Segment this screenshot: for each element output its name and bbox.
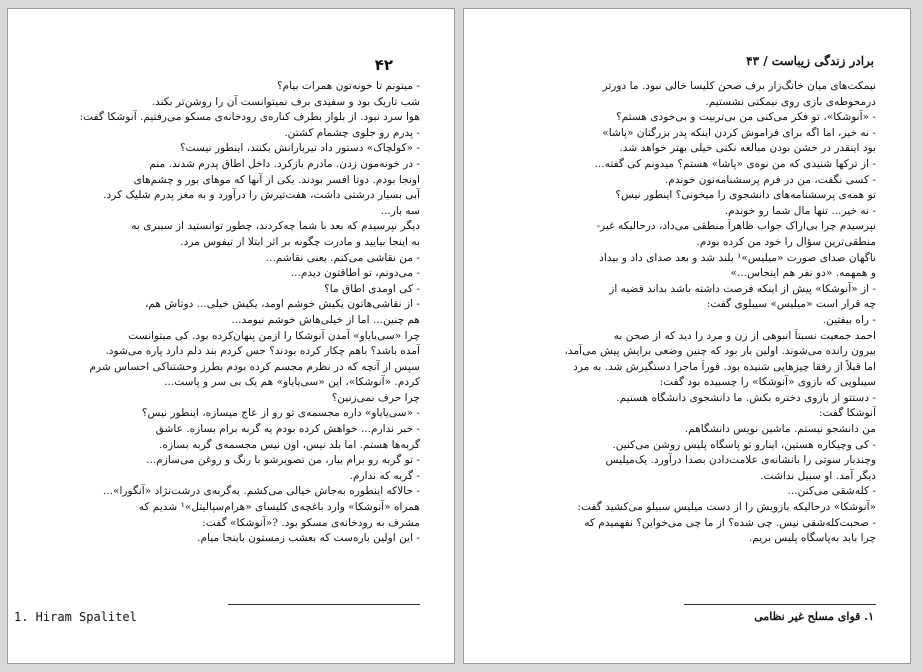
- text-line: نیمکت‌های میان خانگ‌زار برف صحن کلیسا خالی نبود. ما دورتر: [602, 80, 876, 92]
- text-line: - کسی نگفت، من در فرم پرسشنامه‌تون خوندم.: [664, 173, 876, 186]
- text-line: گربه‌ها هستم. اما بلد نیس، اون نیس مجسمه‌ی گربه بسازه.: [159, 438, 420, 451]
- text-line: مشرف به رودخانه‌ی مسکو بود. ?«آنوشکا» گفت:: [202, 516, 420, 529]
- text-line: - این اولین باره‌ست که بعشب زمستون باینجا میام.: [197, 532, 420, 545]
- text-line: بیرون رانده می‌شوند. اولین بار بود که چنین وضعی برایش پیش می‌آمد،: [564, 345, 876, 358]
- text-line: - نه خیر، اما اگه برای فراموش کردن اینکه پدر بزرگتان «پاشا»: [602, 126, 876, 139]
- text-line: و همهمه. «دو نفر هم اینجاس...»: [730, 267, 876, 280]
- text-line: چه قرار است «میلیس» سیبلوی گفت:: [706, 298, 876, 311]
- text-line: آبی بسیار درشتی داشت، هفت‌تیرش را درآورد و به مغز پدرم شلیک کرد.: [103, 189, 420, 202]
- text-line: آمده باشد؟ باهم چکار کرده بودند؟ حس کردم بند دلم دارد پاره می‌شود.: [105, 345, 420, 358]
- running-header: برادر زندگی زیباست / ۴۳: [746, 54, 874, 68]
- text-line: سیبلویی که بازوی «آنوشکا» را چسبیده بود گفت:: [659, 376, 876, 389]
- text-line: - میتونم تا خونه‌تون همرات بیام؟: [276, 80, 420, 92]
- text-line: سپس از آنچه که در نظرم مجسم کرده بودم بطرز وحشتناکی احساس شرم: [89, 360, 420, 373]
- text-line: - پدرم رو جلوی چشمام کشتن.: [284, 126, 420, 139]
- text-line: - کله‌شقی می‌کنن...: [787, 485, 876, 498]
- text-line: به اینجا بیایید و مادرت چگونه بر اثر ابتلا از تیفوس مرد.: [180, 235, 420, 248]
- text-line: ناگهان صدای صورت «میلیس»¹ بلند شد و بعد صدای داد و بیداد: [599, 251, 876, 264]
- footnote: 1. Hiram Spalitel: [14, 610, 137, 624]
- text-line: چرا حرف نمی‌زنین؟: [331, 391, 420, 404]
- text-line: - نه خیر... تنها مال شما رو خوندم.: [724, 204, 876, 217]
- text-line: درمحوطه‌ی بازی روی نیمکتی نشستیم.: [705, 95, 876, 108]
- page-number: ۴۲: [374, 56, 393, 74]
- text-line: اما قبلاً از رفقا چیزهایی شنیده بود. فوراً ماجرا دستگیرش شد. به مرد: [573, 360, 876, 373]
- text-line: چرا باید به‌پاسگاه پلیس بریم.: [748, 532, 876, 545]
- text-line: آنوشکا گفت:: [818, 407, 876, 420]
- text-line: - «آنوشکا»، تو فکر می‌کنی من بی‌تربیت و بی‌خودی هستم؟: [615, 111, 876, 124]
- text-line: منطقی‌ترین سؤال را خود من کرده بودم.: [696, 235, 876, 248]
- text-line: - دستتو از بازوی دختره بکش. ما دانشجوی دانشگاه هستیم.: [616, 391, 876, 404]
- text-line: - کی اومدی اطاق ما؟: [324, 282, 420, 295]
- footnote-divider: [228, 604, 420, 605]
- text-line: اونجا بودم. دوتا افسر بودند. یکی از آنها که موهای بور و چشم‌های: [133, 173, 420, 186]
- text-line: نپرسیدم چرا بی‌اراک جواب ظاهراً منطقی می‌داد، درحالیکه غیر-: [596, 220, 876, 233]
- text-line: دیگر نپرسیدم که بعد با شما چه‌کردند، چطور توانستید از سیبری به: [131, 220, 420, 233]
- text-line: چرا «سی‌یا‌یاو» آمدن آنوشکا را ازمن پنهان‌کرده بود. کی میتوانست: [128, 329, 420, 342]
- text-line: تو همه‌ی پرسشنامه‌های دانشجوی را میخونی؟ اینطور نیس؟: [615, 189, 876, 202]
- text-line: وچندبار سوتی را بانشانه‌ی علامت‌دادن بصدا درآورد. یک‌میلیس: [605, 454, 876, 467]
- text-line: کردم. «آنوشکا»، این «سی‌یا‌یاو» هم یک بی سر و پاست...: [164, 376, 420, 389]
- right-page: [463, 8, 911, 664]
- text-line: همراه «آنوشکا» وارد باغچه‌ی کلیسای «هرام‌سپالیتل»¹ شدیم که: [138, 501, 420, 514]
- text-line: - صحبت‌کله‌شقی نیس. چی شده؟ از ما چی می‌خواین؟ نفهمیدم که: [584, 516, 876, 529]
- text-line: دیگر آمد. او سبیل نداشت.: [760, 469, 876, 482]
- text-line: سه بار...: [380, 204, 420, 217]
- text-line: هوا سرد نبود. از بلوار بطرف کناره‌ی رودخانه‌ی مسکو می‌رفتیم. آنوشکا گفت:: [79, 111, 420, 124]
- text-line: - کی وچیکاره هستین، اینارو تو پاسگاه پلیس روشن می‌کنین.: [612, 438, 876, 451]
- text-line: - می‌دونم، تو اطاقتون دیدم...: [290, 267, 420, 280]
- text-line: - از «آنوشکا» پیش از اینکه فرصت داشته باشد بداند قضیه از: [609, 282, 876, 295]
- text-line: - حالاکه اینطوره به‌جاش خیالی می‌کشم. یه‌گربه‌ی درشت‌نژاد «آنگورا»...: [102, 485, 420, 498]
- body-text: [504, 79, 876, 547]
- text-line: - «کولچاک» دستور داد تیربارانش بکنند، اینطور نیست؟: [179, 142, 420, 155]
- text-line: - در خونه‌مون زدن. مادرم بازکرد. داخل اطاق پدرم شدند. منم: [149, 157, 420, 170]
- text-line: هم چنین... اما از خیلی‌هاش خوشم نیومد...: [231, 313, 420, 326]
- text-line: احمد جمعیت نسبتاً انبوهی از زن و مرد را دید که از صحن به: [613, 329, 876, 342]
- text-line: بود اینقدر در خشن بودن مبالغه نکنی خیلی بهتر خواهد شد.: [619, 142, 876, 155]
- text-line: - راه بیفتین.: [822, 313, 876, 326]
- text-line: - از ترکها شنیدی که من نوه‌ی «پاشا» هستم؟ میدونم کی گفته...: [594, 157, 876, 170]
- footnote: ۱. قوای مسلح غیر نظامی: [754, 610, 874, 623]
- text-line: - خبر ندارم... خواهش کرده بودم یه گربه برام بسازه. عاشق: [155, 423, 420, 436]
- text-line: - «سی‌یا‌یاو» داره مجسمه‌ی تو رو از عاج میسازه، اینطور نیس؟: [141, 407, 420, 420]
- footnote-divider: [684, 604, 876, 605]
- body-text: [60, 79, 420, 547]
- text-line: شب تاریک بود و سفیدی برف نمیتوانست آن را روشن‌تر بکند.: [151, 95, 420, 108]
- text-line: - گربه که ندارم.: [349, 469, 420, 482]
- text-line: من دانشجو نیستم. ماشین نویس دانشگاهم.: [684, 423, 876, 436]
- text-line: - تو گربه رو برام بیار، من تصویرشو با رنگ و روغن می‌سازم...: [146, 454, 420, 467]
- left-page: [7, 8, 455, 664]
- text-line: - من نقاشی می‌کنم. یعنی نقاشم...: [265, 251, 420, 264]
- text-line: - از نقاشی‌هاتون یکیش خوشم اومد، یکیش خیلی... دوتاش هم،: [144, 298, 420, 311]
- text-line: «آنوشکا» درحالیکه بازویش را از دست میلیس سبیلو می‌کشید گفت:: [577, 501, 876, 514]
